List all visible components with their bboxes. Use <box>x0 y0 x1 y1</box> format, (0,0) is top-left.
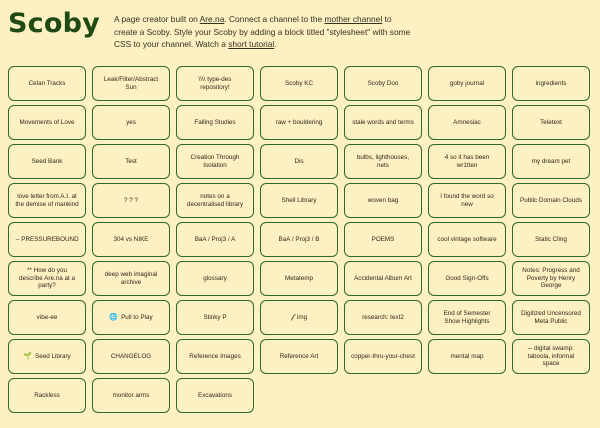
channel-card[interactable] <box>8 66 86 101</box>
channel-card-content <box>34 392 60 399</box>
channel-card-label: Seed Library <box>35 352 71 360</box>
channel-card[interactable] <box>92 378 170 413</box>
channel-card-label: BaA / Proj3 / B <box>278 235 320 243</box>
header <box>0 0 600 62</box>
channel-card-content <box>126 119 136 126</box>
channel-card[interactable] <box>176 105 254 140</box>
channel-card-content <box>124 197 138 204</box>
channel-card-content <box>519 310 583 325</box>
globe-icon: 🌐 <box>109 313 119 321</box>
channel-card-label: Reference Images <box>189 352 241 360</box>
channel-card-content <box>99 271 163 286</box>
channel-card-label: bulbs, lighthouses, nets <box>356 154 410 169</box>
channel-card-content <box>29 80 66 87</box>
channel-card-content <box>354 275 412 282</box>
channel-card[interactable] <box>8 105 86 140</box>
channel-card-content <box>99 76 163 91</box>
channel-card-label: Good Sign-Offs <box>445 274 489 282</box>
channel-card-content <box>282 197 317 204</box>
channel-card-content <box>368 197 398 204</box>
channel-card[interactable] <box>8 300 86 335</box>
channel-card-content <box>189 353 240 360</box>
channel-card-content <box>15 236 78 243</box>
channel-card-label: Scoby KC <box>285 79 313 87</box>
channel-card[interactable] <box>260 66 338 101</box>
channel-card-label: yes <box>126 118 136 126</box>
channel-card-content <box>113 392 150 399</box>
channel-card-label: Shell Library <box>281 196 317 204</box>
channel-card-label: -- PRESSUREBOUND <box>15 235 79 243</box>
channel-card-content <box>352 119 414 126</box>
channel-card-label: ** How do you describe Are.na at a party? <box>18 267 75 290</box>
channel-card-label: I found the word so new <box>440 193 494 208</box>
intro-text-4: . <box>274 39 277 50</box>
channel-card[interactable] <box>344 144 422 179</box>
channel-card-label: Falling Studies <box>194 118 236 126</box>
channel-card-label: Excavations <box>198 391 232 399</box>
channel-card[interactable] <box>512 339 590 374</box>
channel-card-content <box>280 353 319 360</box>
channel-card-label: ingredients <box>535 79 567 87</box>
channel-card-label: Pull to Play <box>121 313 153 321</box>
channel-card-label: CHANGELOG <box>110 352 152 360</box>
channel-card-content <box>109 314 152 321</box>
channel-card-content <box>519 345 583 367</box>
channel-card-content <box>532 158 571 165</box>
intro-text-1: A page creator built on <box>114 14 200 24</box>
channel-card[interactable] <box>512 222 590 257</box>
channel-card[interactable] <box>428 66 506 101</box>
channel-card[interactable] <box>428 300 506 335</box>
channel-card-label: 4 so it has been wr1tten <box>444 154 490 169</box>
channel-card-label: Movements of Love <box>19 118 75 126</box>
channel-card-label: BaA / Proj3 / A <box>194 235 236 243</box>
channel-card[interactable] <box>92 261 170 296</box>
channel-card[interactable] <box>92 105 170 140</box>
channel-card-label: POEMS <box>371 235 395 243</box>
channel-card-content <box>351 154 415 169</box>
channel-card[interactable] <box>260 339 338 374</box>
channel-card-content <box>520 197 582 204</box>
channel-card-content <box>203 314 226 321</box>
channel-card-label: Creation Through Isolation <box>190 154 240 169</box>
channel-card[interactable] <box>344 105 422 140</box>
channel-card-label: notes on a decentralised library <box>186 193 244 208</box>
channel-card-content <box>183 193 247 208</box>
channel-card-content <box>294 158 303 165</box>
channel-card-label: glossary <box>203 274 227 282</box>
channel-card[interactable] <box>92 339 170 374</box>
channel-card-label: vibe-ee <box>36 313 58 321</box>
channel-card[interactable] <box>512 105 590 140</box>
channel-card[interactable] <box>344 339 422 374</box>
channel-card[interactable] <box>8 378 86 413</box>
channel-card-content <box>285 80 313 87</box>
channel-card-content <box>536 80 567 87</box>
channel-card-content <box>111 353 151 360</box>
channel-card-content <box>276 119 323 126</box>
channel-card[interactable] <box>176 339 254 374</box>
channel-card-content <box>540 119 562 126</box>
channel-card[interactable] <box>428 222 506 257</box>
channel-card[interactable] <box>428 105 506 140</box>
channel-card-label: Seed Bank <box>31 157 63 165</box>
channel-card-content <box>195 236 236 243</box>
channel-card[interactable] <box>344 66 422 101</box>
channel-card[interactable] <box>428 183 506 218</box>
channel-card-label: mental map <box>450 352 484 360</box>
channel-card[interactable] <box>8 144 86 179</box>
channel-card-label: End of Semester Show Highlights <box>443 310 491 325</box>
channel-card-label: Notes: Progress and Poverty by Henry George <box>522 267 580 290</box>
channel-card-content <box>451 353 484 360</box>
channel-card-label: Teletext <box>540 118 562 126</box>
channel-card-label: Metatemp <box>285 274 313 282</box>
channel-card[interactable] <box>428 144 506 179</box>
channel-card[interactable] <box>92 183 170 218</box>
channel-card[interactable] <box>176 378 254 413</box>
intro-text-3: to create a Scoby. Style your Scoby by adding a block titled "stylesheet" with some CSS to your channel. Watch a <box>114 14 411 50</box>
channel-card[interactable] <box>428 261 506 296</box>
channel-card-label: Leak/Filter/Abstract Sun <box>103 76 159 91</box>
channel-card[interactable] <box>512 144 590 179</box>
channel-card[interactable] <box>260 183 338 218</box>
channel-card-label: Static Cling <box>535 235 567 243</box>
channel-card-label: Reference Art <box>279 352 319 360</box>
channel-card-content <box>285 275 313 282</box>
channel-card-content <box>351 353 415 360</box>
channel-card[interactable] <box>344 222 422 257</box>
channel-card-content <box>435 310 499 325</box>
channel-card[interactable] <box>512 261 590 296</box>
channel-card[interactable] <box>176 66 254 101</box>
channel-card-label: love letter from A.I. at the demise of mankind <box>15 193 79 208</box>
channel-card-label: Scoby Doo <box>367 79 399 87</box>
channel-card[interactable] <box>8 339 86 374</box>
channel-card-label: cool vintage software <box>437 235 497 243</box>
channel-card-content <box>15 193 79 208</box>
channel-card[interactable] <box>176 144 254 179</box>
channel-card-content <box>114 236 149 243</box>
channel-card[interactable] <box>260 222 338 257</box>
channel-card[interactable] <box>8 183 86 218</box>
channel-card-content <box>279 236 320 243</box>
channel-card[interactable] <box>8 261 86 296</box>
channel-card-content <box>437 236 496 243</box>
channel-card-label: Digitized Uncensored Meta Public <box>521 310 581 325</box>
channel-card-label: Public Domain Clouds <box>520 196 582 204</box>
channel-card-label: \\\\ type-des repository! <box>198 76 232 91</box>
channel-card-content <box>519 267 583 289</box>
channel-card-content <box>435 154 499 169</box>
channel-card-content <box>20 119 75 126</box>
channel-card-label: Stinky P <box>203 313 227 321</box>
channel-card-label: copper-thru-your-chest <box>351 352 415 360</box>
channel-card[interactable] <box>260 261 338 296</box>
channel-card[interactable] <box>344 261 422 296</box>
channel-card-content <box>125 158 137 165</box>
channel-card-content <box>15 267 79 289</box>
intro-text <box>114 13 414 51</box>
arena-link[interactable]: Are.na <box>199 14 225 24</box>
channel-card-label: Dis <box>294 157 304 165</box>
short-tutorial-link[interactable]: short tutorial <box>228 39 275 50</box>
channel-card-label: woven bag <box>367 196 399 204</box>
channel-card-content <box>445 275 488 282</box>
channel-card-label: Rackless <box>34 391 60 399</box>
channel-card-content <box>198 392 232 399</box>
channel-card[interactable] <box>92 66 170 101</box>
seedling-icon: 🌱 <box>23 352 32 360</box>
channel-card[interactable] <box>260 144 338 179</box>
channel-card[interactable] <box>512 183 590 218</box>
channel-card-label: Test <box>125 157 137 165</box>
mother-channel-link[interactable]: mother channel <box>324 14 383 24</box>
channel-card[interactable] <box>176 222 254 257</box>
channel-card-label: deep web imaginal archive <box>104 271 158 286</box>
channel-grid <box>8 66 590 413</box>
app-logo[interactable]: Scoby <box>8 8 100 39</box>
channel-card-content <box>37 314 58 321</box>
channel-card[interactable] <box>260 105 338 140</box>
channel-card[interactable] <box>344 183 422 218</box>
channel-card[interactable] <box>176 183 254 218</box>
channel-card[interactable] <box>92 222 170 257</box>
channel-card-label: ? ? ? <box>123 196 138 204</box>
channel-card[interactable] <box>512 300 590 335</box>
channel-card-label: Celan Tracks <box>28 79 66 87</box>
channel-card-content <box>23 353 70 360</box>
channel-card-content <box>368 80 399 87</box>
channel-card-content <box>362 314 404 321</box>
script-f-icon: 𝒻 <box>290 313 294 321</box>
channel-card[interactable] <box>428 339 506 374</box>
channel-card-label: stale words and terms <box>352 118 414 126</box>
channel-card-label: research: text2 <box>362 313 404 321</box>
channel-card[interactable] <box>8 222 86 257</box>
channel-card[interactable] <box>92 300 170 335</box>
channel-card-content <box>453 119 481 126</box>
channel-card-content <box>183 76 247 91</box>
channel-card-label: monitor arms <box>112 391 150 399</box>
intro-text-2: . Connect a channel to the <box>224 14 325 24</box>
channel-card-label: goby journal <box>449 79 485 87</box>
channel-card-content <box>203 275 226 282</box>
channel-card-content <box>291 314 307 321</box>
channel-card-content <box>194 119 235 126</box>
channel-card-label: Amnesiac <box>453 118 481 126</box>
channel-card-content <box>535 236 567 243</box>
channel-card[interactable] <box>260 300 338 335</box>
channel-card-label: img <box>296 313 308 321</box>
channel-card-content <box>372 236 395 243</box>
channel-card[interactable] <box>176 300 254 335</box>
channel-card-content <box>450 80 484 87</box>
channel-card-content <box>435 193 499 208</box>
channel-card[interactable] <box>176 261 254 296</box>
channel-card-label: 304 vs NIKE <box>113 235 149 243</box>
channel-card-content <box>32 158 63 165</box>
channel-card[interactable] <box>512 66 590 101</box>
channel-card-label: raw + bouldering <box>275 118 323 126</box>
channel-card-label: my dream pet <box>531 157 571 165</box>
channel-card-label: -- digital swamp: taboola, informal space <box>527 345 575 368</box>
channel-card-content <box>183 154 247 169</box>
channel-card[interactable] <box>92 144 170 179</box>
channel-card-label: Accidental Album Art <box>354 274 412 282</box>
channel-card[interactable] <box>344 300 422 335</box>
